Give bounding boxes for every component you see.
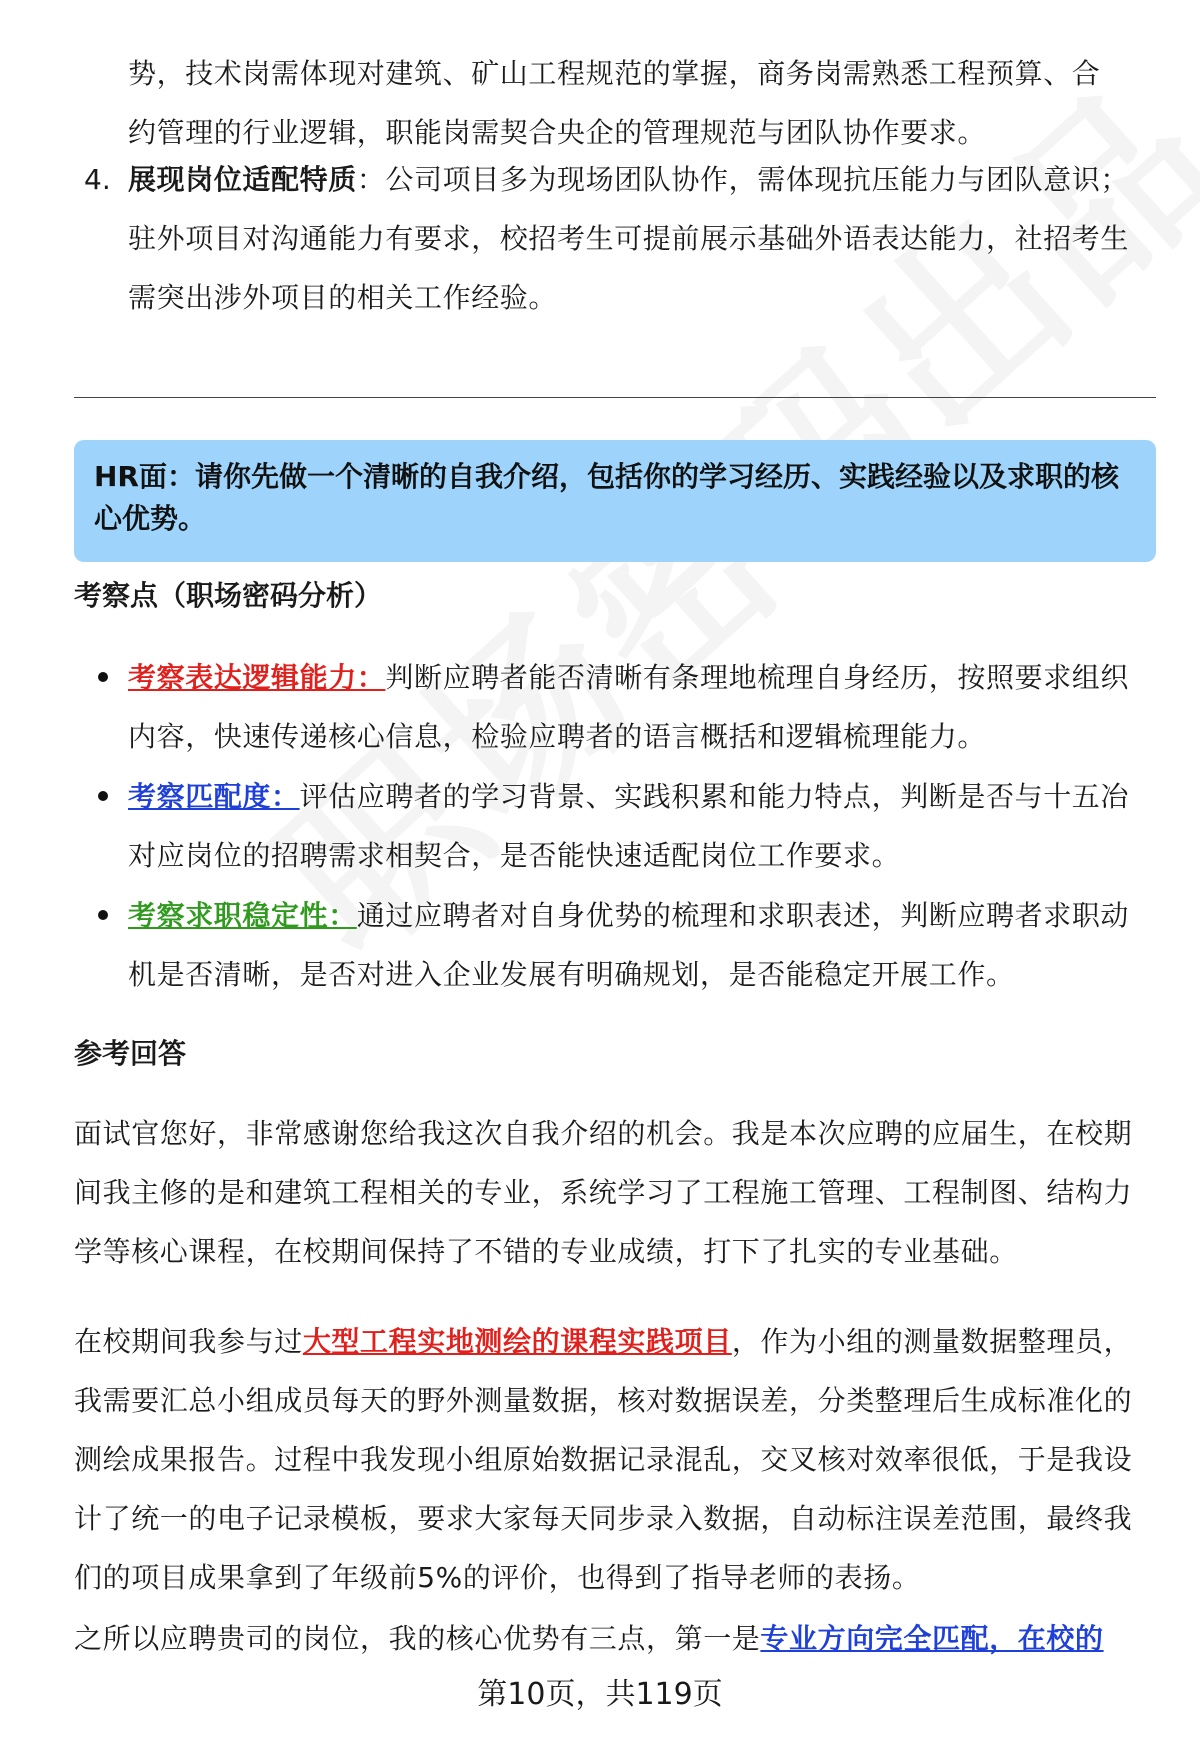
bullet-label: 考察表达逻辑能力： xyxy=(128,661,386,694)
section-divider xyxy=(74,397,1156,398)
list-item-text-first: ：公司项目多为现场团队协作，需体现抗压能力与团队意 xyxy=(356,163,1072,196)
bullet-item xyxy=(128,767,1146,885)
list-item-title: 展现岗位适配特质 xyxy=(128,163,357,196)
bullet-text: 通过应聘者对自身优势的梳理和求职表述，判断应聘者求职动机是否清晰，是否对进入企业发展有明确规划，是否能稳定开展工作。 xyxy=(128,899,1130,991)
answer-paragraph-2 xyxy=(74,1312,1146,1607)
bullet-dot xyxy=(98,672,108,682)
bullet-dot xyxy=(98,791,108,801)
list-item-4 xyxy=(128,150,1146,327)
hr-question-box: HR面：请你先做一个清晰的自我介绍，包括你的学习经历、实践经验以及求职的核心优势。 xyxy=(74,440,1156,562)
answer-p2-before: 在校期间我参与过 xyxy=(74,1325,303,1358)
answer-heading: 参考回答 xyxy=(74,1037,187,1070)
bullet-text: 判断应聘者能否清晰有条理地梳理自身经历，按照要求组织内容，快速传递核心信息，检验应聘者的语言概括和逻辑梳理能力。 xyxy=(128,661,1130,753)
answer-p3-highlight: 专业方向完全匹配，在校的 xyxy=(760,1622,1104,1655)
continued-line-2: 约管理的行业逻辑，职能岗需契合央企的管理规范与团队协作要求。 xyxy=(128,116,987,149)
continued-line-1: 势，技术岗需体现对建筑、矿山工程规范的掌握，商务岗需熟悉工程预算、合 xyxy=(128,57,1101,90)
kaocha-heading: 考察点（职场密码分析） xyxy=(74,579,383,612)
list-number: 4. xyxy=(84,163,111,196)
bullet-item xyxy=(128,886,1146,1004)
answer-paragraph-3 xyxy=(74,1609,1146,1668)
bullet-label: 考察匹配度： xyxy=(128,780,300,813)
answer-p2-highlight: 大型工程实地测绘的课程实践项目 xyxy=(302,1325,732,1358)
list-item-text-rest: 识；驻外项目对沟通能力有要求，校招考生可提前展示基础外语表达能力，社招考生需突出涉外项目的相关工作经验。 xyxy=(128,163,1130,314)
bullet-text: 评估应聘者的学习背景、实践积累和能力特点，判断是否与十五冶对应岗位的招聘需求相契合，是否能快速适配岗位工作要求。 xyxy=(128,780,1130,872)
continued-paragraph xyxy=(128,44,1146,162)
answer-p2-after: ，作为小组的测量数据整理员，我需要汇总小组成员每天的野外测量数据，核对数据误差，分类整理后生成标准化的测绘成果报告。过程中我发现小组原始数据记录混乱，交叉核对效率很低，于是我设计了统一的电子记录模板，要求大家每天同步录入数据，自动标注误差范围，最终我们的项目成果拿到了年级前5%的评价，也得到了指导老师的表扬。 xyxy=(74,1325,1133,1594)
bullet-dot xyxy=(98,910,108,920)
bullet-label: 考察求职稳定性： xyxy=(128,899,357,932)
answer-paragraph-1: 面试官您好，非常感谢您给我这次自我介绍的机会。我是本次应聘的应届生，在校期间我主修的是和建筑工程相关的专业，系统学习了工程施工管理、工程制图、结构力学等核心课程，在校期间保持了不错的专业成绩，打下了扎实的专业基础。 xyxy=(74,1117,1133,1268)
bullet-item xyxy=(128,648,1146,766)
answer-p3-before: 之所以应聘贵司的岗位，我的核心优势有三点，第一是 xyxy=(74,1622,761,1655)
page-footer: 第10页，共119页 xyxy=(477,1677,723,1712)
